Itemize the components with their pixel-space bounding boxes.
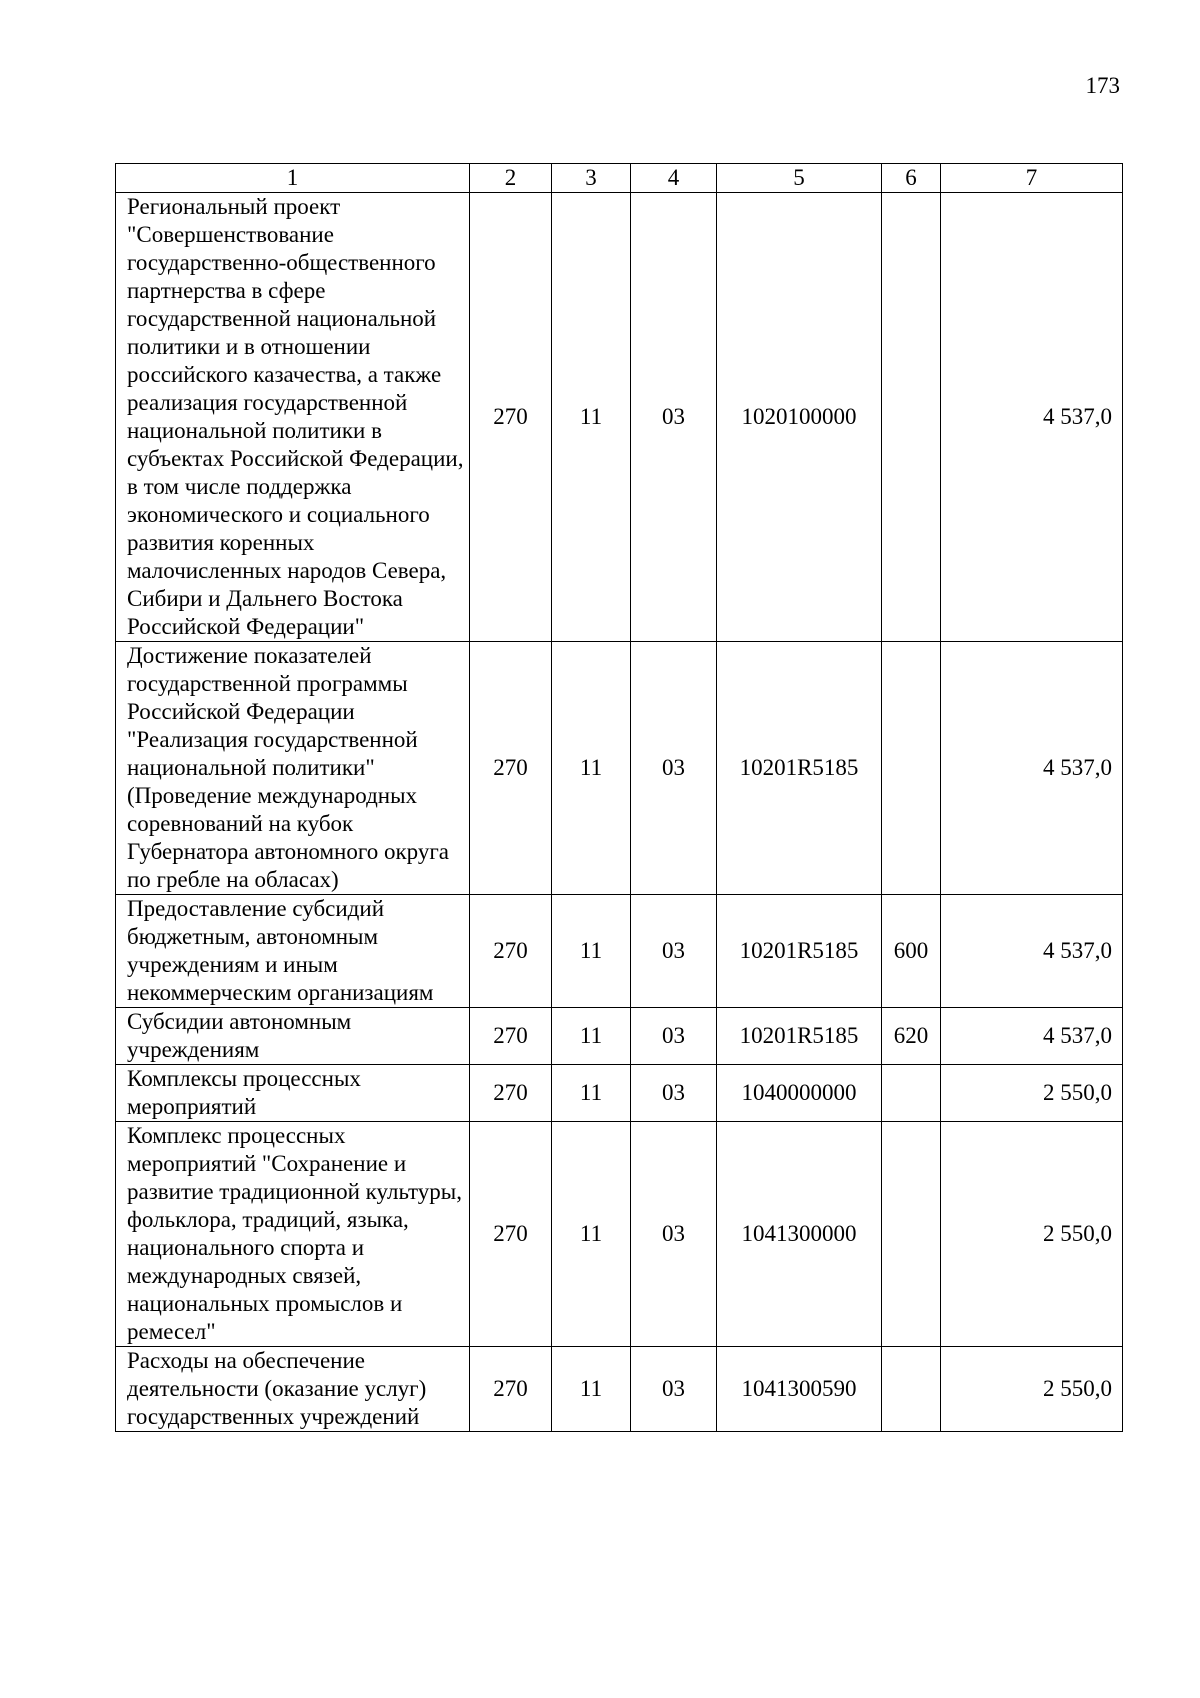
table-row: [116, 1122, 1123, 1347]
header-cell: 7: [941, 164, 1123, 193]
cell-amount: 4 537,0: [941, 1008, 1123, 1065]
cell-col4: 03: [631, 1347, 717, 1432]
header-cell: 2: [470, 164, 552, 193]
cell-amount: 2 550,0: [941, 1065, 1123, 1122]
cell-amount: 4 537,0: [941, 642, 1123, 895]
header-cell: 6: [882, 164, 941, 193]
table-row: [116, 642, 1123, 895]
cell-col6: [882, 1347, 941, 1432]
cell-col4: 03: [631, 895, 717, 1008]
cell-col2: 270: [470, 1008, 552, 1065]
table-row: [116, 895, 1123, 1008]
cell-amount: 2 550,0: [941, 1347, 1123, 1432]
cell-col3: 11: [552, 1122, 631, 1347]
cell-col3: 11: [552, 895, 631, 1008]
cell-col6: 620: [882, 1008, 941, 1065]
cell-col2: 270: [470, 1347, 552, 1432]
cell-col6: [882, 1065, 941, 1122]
table-row: [116, 1065, 1123, 1122]
cell-col2: 270: [470, 642, 552, 895]
cell-col3: 11: [552, 1065, 631, 1122]
cell-col6: [882, 642, 941, 895]
cell-col6: [882, 193, 941, 642]
cell-col3: 11: [552, 1008, 631, 1065]
cell-col6: 600: [882, 895, 941, 1008]
cell-col4: 03: [631, 1065, 717, 1122]
item-name: Региональный проект "Совершенствование государственно-общественного партнерства в сфере государственной национальной политики и в отношении российского казачества, а также реализация государственной национальной политики в субъектах Российской Федерации, в том числе поддержка экономического и социального развития коренных малочисленных народов Севера, Сибири и Дальнего Востока Российской Федерации": [116, 193, 470, 642]
cell-col4: 03: [631, 1008, 717, 1065]
item-name: Комплекс процессных мероприятий "Сохранение и развитие традиционной культуры, фольклора, традиций, языка, национального спорта и международных связей, национальных промыслов и ремесел": [116, 1122, 470, 1347]
cell-col4: 03: [631, 193, 717, 642]
page-number: 173: [1085, 73, 1120, 98]
cell-col4: 03: [631, 1122, 717, 1347]
table-row: [116, 193, 1123, 642]
cell-col3: 11: [552, 642, 631, 895]
item-name: Расходы на обеспечение деятельности (оказание услуг) государственных учреждений: [116, 1347, 470, 1432]
cell-col5: 1040000000: [717, 1065, 882, 1122]
cell-col5: 10201R5185: [717, 1008, 882, 1065]
cell-col3: 11: [552, 1347, 631, 1432]
header-row: [116, 164, 1123, 193]
cell-col5: 1020100000: [717, 193, 882, 642]
table-row: [116, 1008, 1123, 1065]
cell-col5: 10201R5185: [717, 895, 882, 1008]
table-row: [116, 1347, 1123, 1432]
item-name: Достижение показателей государственной программы Российской Федерации "Реализация государственной национальной политики" (Проведение международных соревнований на кубок Губернатора автономного округа по гребле на обласах): [116, 642, 470, 895]
cell-amount: 4 537,0: [941, 193, 1123, 642]
cell-col6: [882, 1122, 941, 1347]
budget-table: [115, 163, 1123, 1432]
header-cell: 3: [552, 164, 631, 193]
cell-col3: 11: [552, 193, 631, 642]
cell-col2: 270: [470, 193, 552, 642]
item-name: Субсидии автономным учреждениям: [116, 1008, 470, 1065]
cell-col5: 1041300000: [717, 1122, 882, 1347]
cell-col2: 270: [470, 1122, 552, 1347]
header-cell: 1: [116, 164, 470, 193]
cell-col4: 03: [631, 642, 717, 895]
cell-col2: 270: [470, 1065, 552, 1122]
cell-amount: 4 537,0: [941, 895, 1123, 1008]
header-cell: 5: [717, 164, 882, 193]
header-cell: 4: [631, 164, 717, 193]
item-name: Комплексы процессных мероприятий: [116, 1065, 470, 1122]
cell-col2: 270: [470, 895, 552, 1008]
item-name: Предоставление субсидий бюджетным, автономным учреждениям и иным некоммерческим организациям: [116, 895, 470, 1008]
cell-col5: 10201R5185: [717, 642, 882, 895]
cell-amount: 2 550,0: [941, 1122, 1123, 1347]
cell-col5: 1041300590: [717, 1347, 882, 1432]
